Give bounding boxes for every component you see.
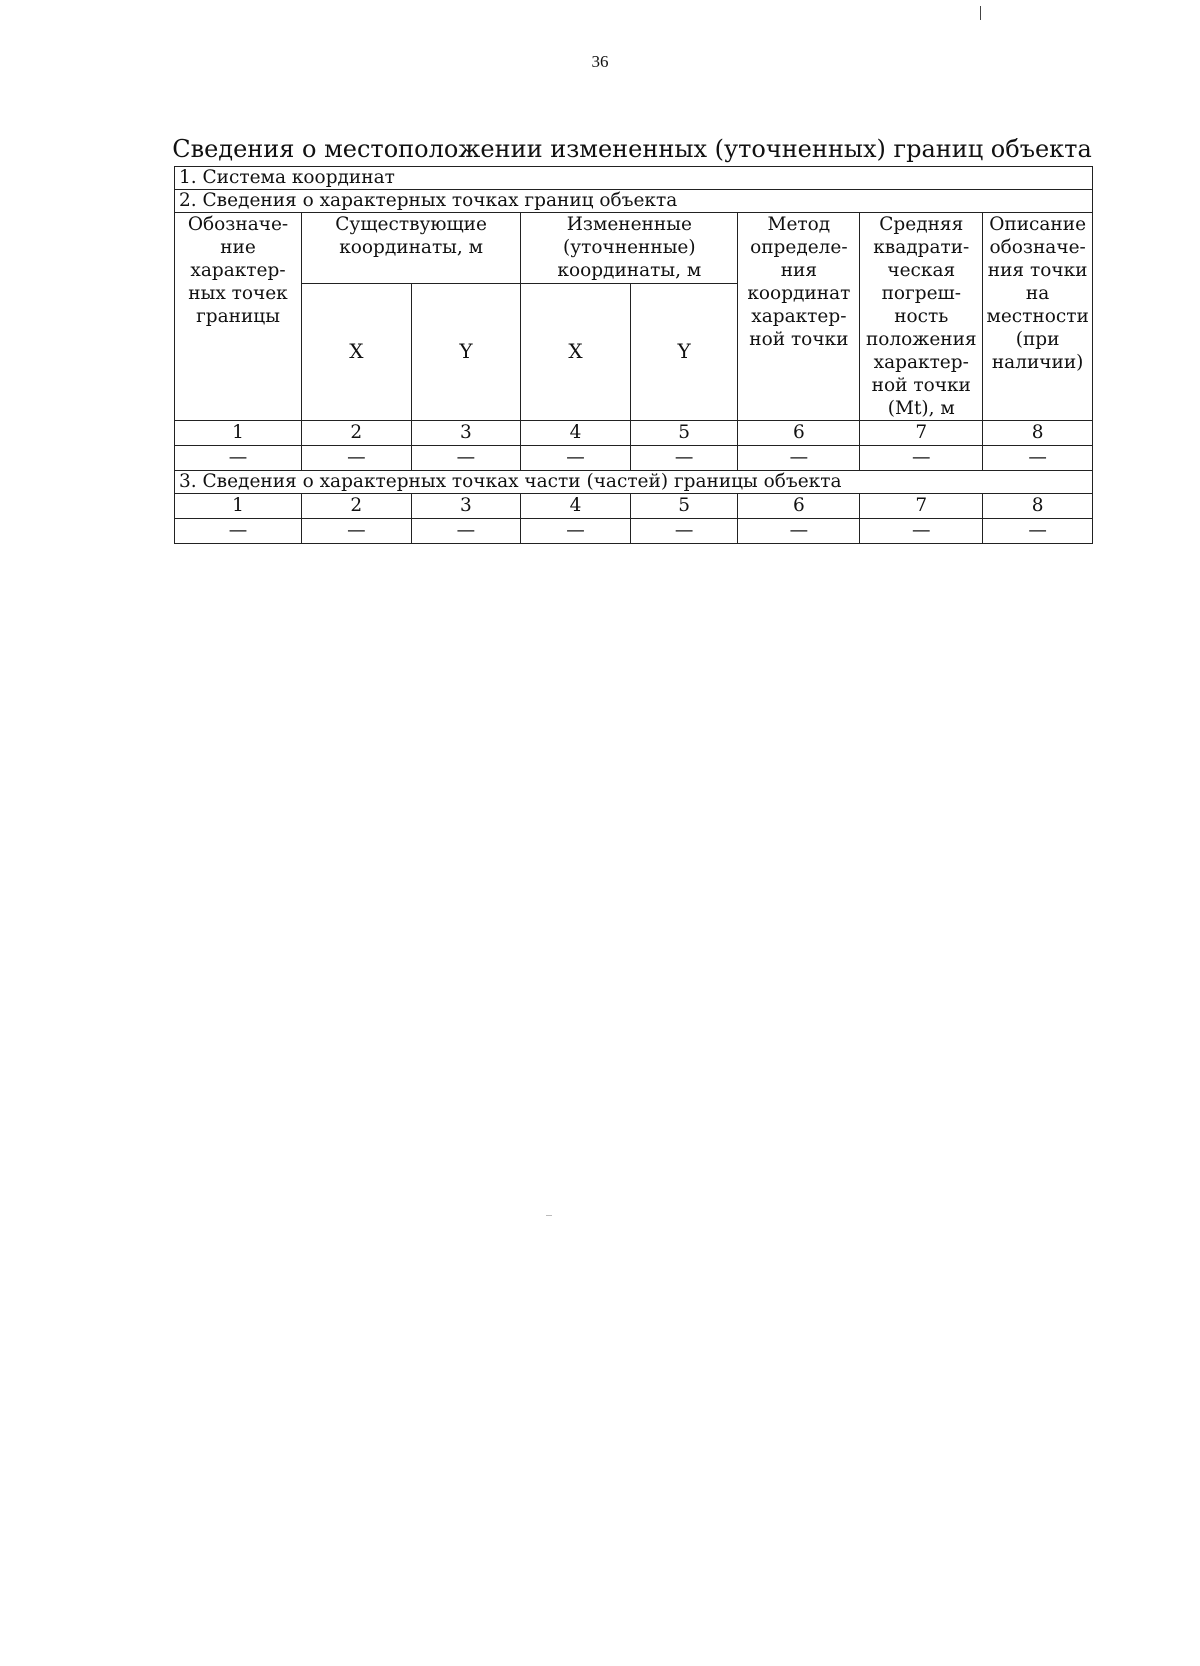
empty-cell: — — [302, 519, 412, 544]
section-row-3 — [175, 471, 1093, 494]
column-number: 8 — [983, 494, 1093, 519]
header-changed-coordinates — [521, 213, 738, 284]
empty-cell: — — [860, 446, 983, 471]
empty-cell: — — [411, 446, 521, 471]
empty-data-row — [175, 446, 1093, 471]
page-number: 36 — [591, 52, 609, 71]
section-row-1 — [175, 167, 1093, 190]
column-number-row — [175, 421, 1093, 446]
column-number: 4 — [521, 494, 631, 519]
empty-cell: — — [738, 446, 860, 471]
empty-cell: — — [411, 519, 521, 544]
header-point-designation — [175, 213, 302, 421]
header-mean-error-text: Средняя квадрати- ческая погреш- ность положения характер- ной точки (Mt), м — [865, 214, 977, 419]
header-point-description-text: Описание обозначе- ния точки на местности (при наличии) — [986, 214, 1089, 373]
document-title: Сведения о местоположении измененных (уточненных) границ объекта — [172, 135, 1092, 163]
empty-cell: — — [521, 446, 631, 471]
empty-cell: — — [860, 519, 983, 544]
column-number: 5 — [630, 421, 738, 446]
column-number: 8 — [983, 421, 1093, 446]
section-boundary-points: 2. Сведения о характерных точках границ объекта — [175, 190, 1093, 213]
boundary-table — [174, 166, 1093, 544]
column-number: 5 — [630, 494, 738, 519]
header-existing-coordinates-text: Существующие координаты, м — [335, 214, 487, 258]
empty-cell: — — [630, 446, 738, 471]
column-number: 2 — [302, 494, 412, 519]
column-number: 3 — [411, 421, 521, 446]
header-y-existing: Y — [411, 283, 521, 420]
header-x-existing: X — [302, 283, 412, 420]
scan-artifact — [546, 1215, 552, 1216]
column-number: 7 — [860, 421, 983, 446]
column-number-row-2 — [175, 494, 1093, 519]
scan-mark — [980, 6, 981, 20]
section-row-2 — [175, 190, 1093, 213]
header-method — [738, 213, 860, 421]
column-number: 1 — [175, 494, 302, 519]
empty-cell: — — [738, 519, 860, 544]
column-number: 4 — [521, 421, 631, 446]
section-coordinate-system: 1. Система координат — [175, 167, 1093, 190]
header-row-1 — [175, 213, 1093, 284]
header-x-changed: X — [521, 283, 631, 420]
empty-data-row-2 — [175, 519, 1093, 544]
header-mean-error — [860, 213, 983, 421]
empty-cell: — — [175, 446, 302, 471]
empty-cell: — — [175, 519, 302, 544]
header-y-changed: Y — [630, 283, 738, 420]
section-part-boundary-points: 3. Сведения о характерных точках части (частей) границы объекта — [175, 471, 1093, 494]
column-number: 6 — [738, 494, 860, 519]
empty-cell: — — [983, 446, 1093, 471]
column-number: 7 — [860, 494, 983, 519]
header-changed-coordinates-text: Измененные (уточненные) координаты, м — [557, 214, 702, 281]
header-method-text: Метод определе- ния координат характер- ной точки — [747, 214, 851, 350]
header-point-designation-text: Обозначе- ние характер- ных точек границы — [187, 214, 289, 327]
header-point-description — [983, 213, 1093, 421]
column-number: 1 — [175, 421, 302, 446]
empty-cell: — — [302, 446, 412, 471]
header-existing-coordinates — [302, 213, 521, 284]
empty-cell: — — [521, 519, 631, 544]
column-number: 6 — [738, 421, 860, 446]
column-number: 3 — [411, 494, 521, 519]
empty-cell: — — [630, 519, 738, 544]
column-number: 2 — [302, 421, 412, 446]
empty-cell: — — [983, 519, 1093, 544]
